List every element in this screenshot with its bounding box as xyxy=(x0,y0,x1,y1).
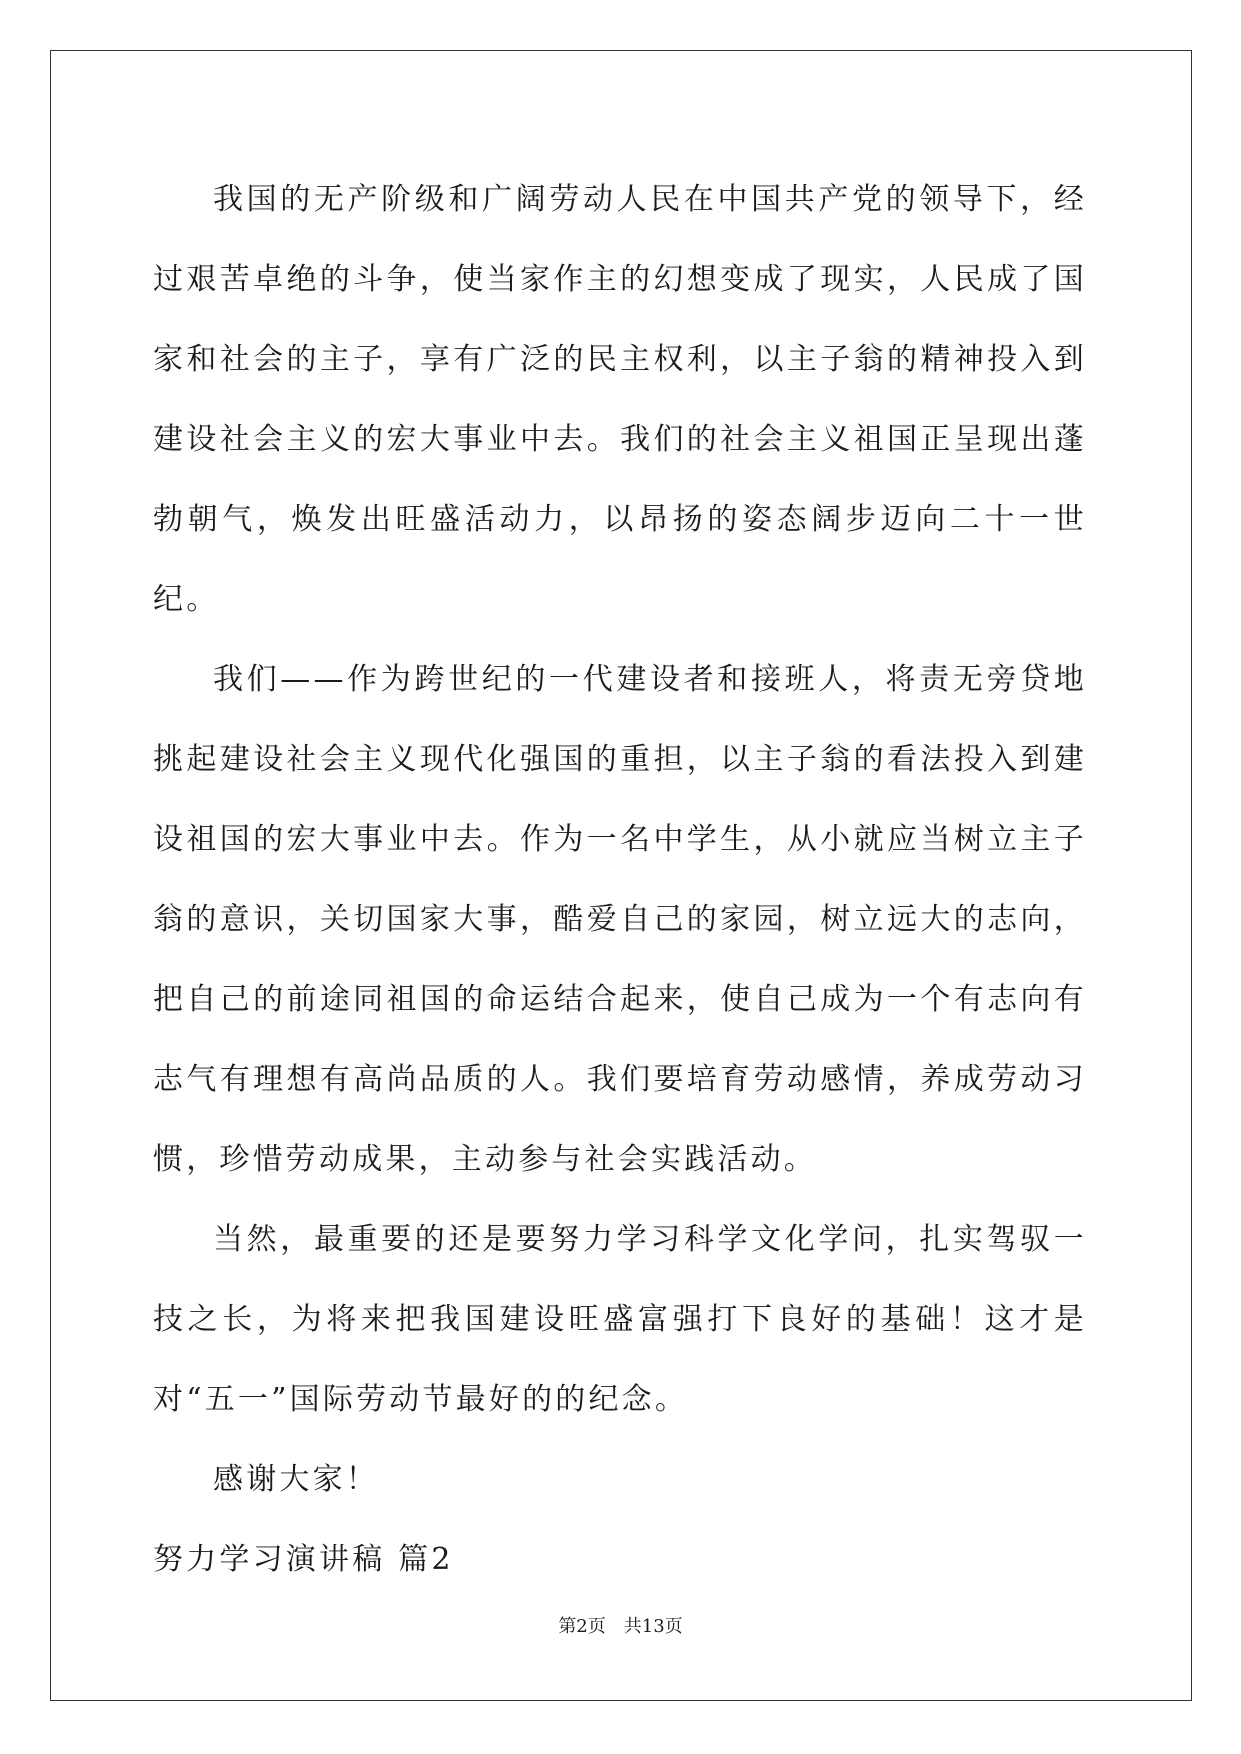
document-body xyxy=(153,160,1087,1600)
closing-line: 感谢大家！ xyxy=(213,1462,379,1497)
paragraph-1: 我国的无产阶级和广阔劳动人民在中国共产党的领导下，经过艰苦卓绝的斗争，使当家作主的幻想变成了现实，人民成了国家和社会的主子，享有广泛的民主权利，以主子翁的精神投入到建设社会主义的宏大事业中去。我们的社会主义祖国正呈现出蓬勃朝气，焕发出旺盛活动力，以昂扬的姿态阔步迈向二十一世纪。 xyxy=(153,182,1087,617)
page-number-footer: 第2页 共13页 xyxy=(558,1616,683,1637)
section-heading: 努力学习演讲稿 篇2 xyxy=(153,1542,454,1577)
paragraph-3: 当然，最重要的还是要努力学习科学文化学问，扎实驾驭一技之长，为将来把我国建设旺盛富强打下良好的基础！这才是对“五一”国际劳动节最好的的纪念。 xyxy=(153,1222,1087,1417)
paragraph-2: 我们——作为跨世纪的一代建设者和接班人，将责无旁贷地挑起建设社会主义现代化强国的重担，以主子翁的看法投入到建设祖国的宏大事业中去。作为一名中学生，从小就应当树立主子翁的意识，关切国家大事，酷爱自己的家园，树立远大的志向，把自己的前途同祖国的命运结合起来，使自己成为一个有志向有志气有理想有高尚品质的人。我们要培育劳动感情，养成劳动习惯，珍惜劳动成果，主动参与社会实践活动。 xyxy=(153,662,1087,1177)
